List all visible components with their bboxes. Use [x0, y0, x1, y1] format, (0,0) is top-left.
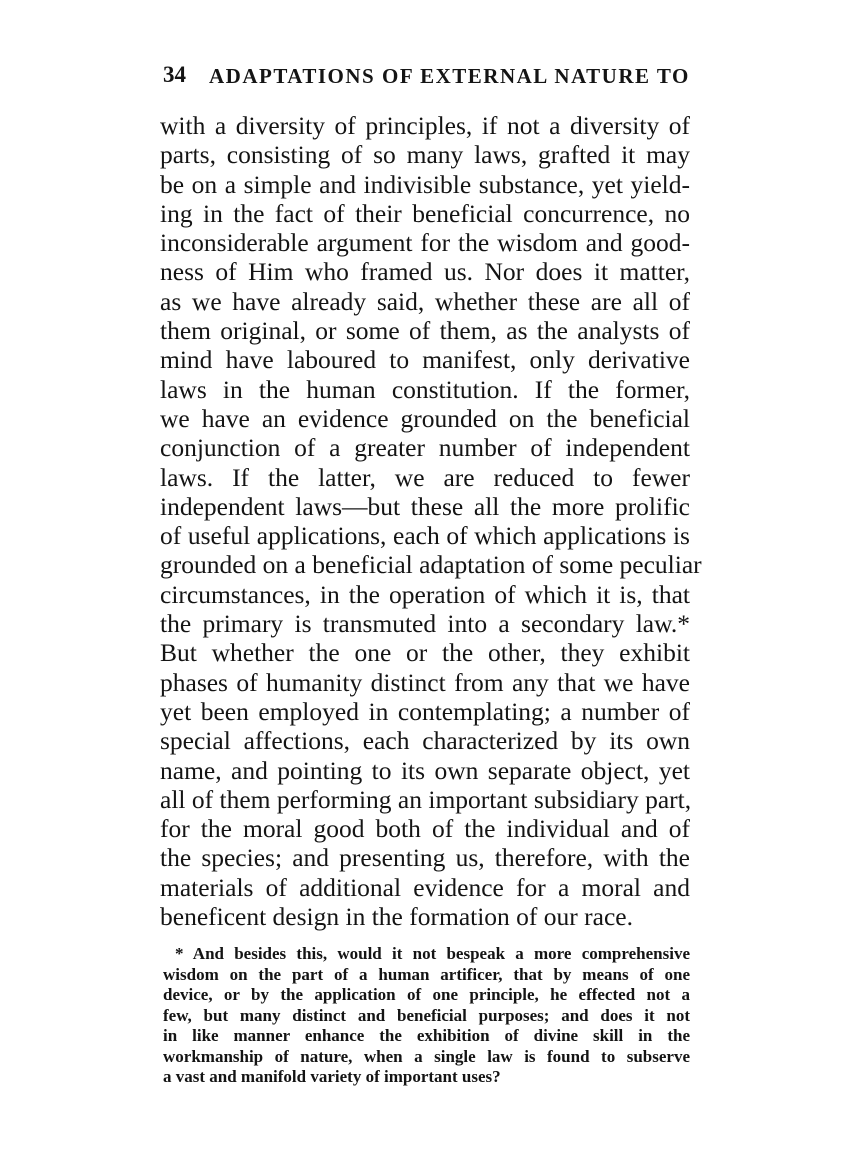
body-line: mind have laboured to manifest, only derivative — [160, 345, 690, 375]
footnote-line: in like manner enhance the exhibition of divine skill in the — [163, 1026, 690, 1045]
body-line: all of them performing an important subsidiary part, — [160, 784, 692, 814]
body-line: conjunction of a greater number of independent — [160, 433, 690, 463]
footnote-line: workmanship of nature, when a single law is found to subserve — [163, 1046, 690, 1066]
body-line: for the moral good both of the individual and of — [160, 814, 690, 844]
footnote-line: * And besides this, would it not bespeak a more comprehensive — [175, 944, 690, 963]
running-head — [163, 62, 703, 96]
body-line: of useful applications, each of which applications is — [160, 521, 690, 551]
body-line: we have an evidence grounded on the beneficial — [160, 403, 690, 433]
body-line: the species; and presenting us, therefore, with the — [160, 843, 690, 873]
body-line: laws. If the latter, we are reduced to fewer — [160, 462, 690, 492]
footnote-line: a vast and manifold variety of important uses? — [163, 1067, 501, 1086]
page-number: 34 — [163, 62, 186, 87]
footnote-line: wisdom on the part of a human artificer, that by means of one — [163, 964, 690, 984]
body-line: beneficent design in the formation of our race. — [160, 902, 633, 932]
running-title: ADAPTATIONS OF EXTERNAL NATURE TO — [209, 64, 690, 88]
body-line: special affections, each characterized by its own — [160, 726, 690, 756]
body-line: yet been employed in contemplating; a number of — [160, 696, 690, 726]
body-line: with a diversity of principles, if not a diversity of — [160, 111, 690, 140]
footnote-line: device, or by the application of one principle, he effected not a — [163, 985, 690, 1004]
body-line: inconsiderable argument for the wisdom and good- — [160, 228, 690, 258]
body-line: them original, or some of them, as the analysts of — [160, 316, 690, 346]
body-line: the primary is transmuted into a secondary law.* — [160, 609, 690, 639]
body-paragraph — [160, 111, 702, 932]
body-line: phases of humanity distinct from any that we have — [160, 667, 690, 697]
body-line: ness of Him who framed us. Nor does it matter, — [160, 257, 690, 287]
body-line: be on a simple and indivisible substance, yet yield- — [160, 169, 690, 199]
body-line: as we have already said, whether these are all of — [160, 286, 690, 316]
body-line: circumstances, in the operation of which it is, that — [160, 579, 690, 609]
footnote — [163, 944, 690, 1088]
body-line: materials of additional evidence for a moral and — [160, 872, 690, 902]
body-line: parts, consisting of so many laws, grafted it may — [160, 140, 690, 170]
body-line: independent laws—but these all the more prolific — [160, 491, 690, 521]
footnote-line: few, but many distinct and beneficial purposes; and does it not — [163, 1005, 690, 1025]
body-line: laws in the human constitution. If the former, — [160, 374, 690, 404]
body-line: But whether the one or the other, they exhibit — [160, 638, 690, 668]
body-line: ing in the fact of their beneficial concurrence, no — [160, 198, 690, 228]
body-line: name, and pointing to its own separate object, yet — [160, 755, 690, 785]
body-line: grounded on a beneficial adaptation of some peculiar — [160, 550, 702, 580]
